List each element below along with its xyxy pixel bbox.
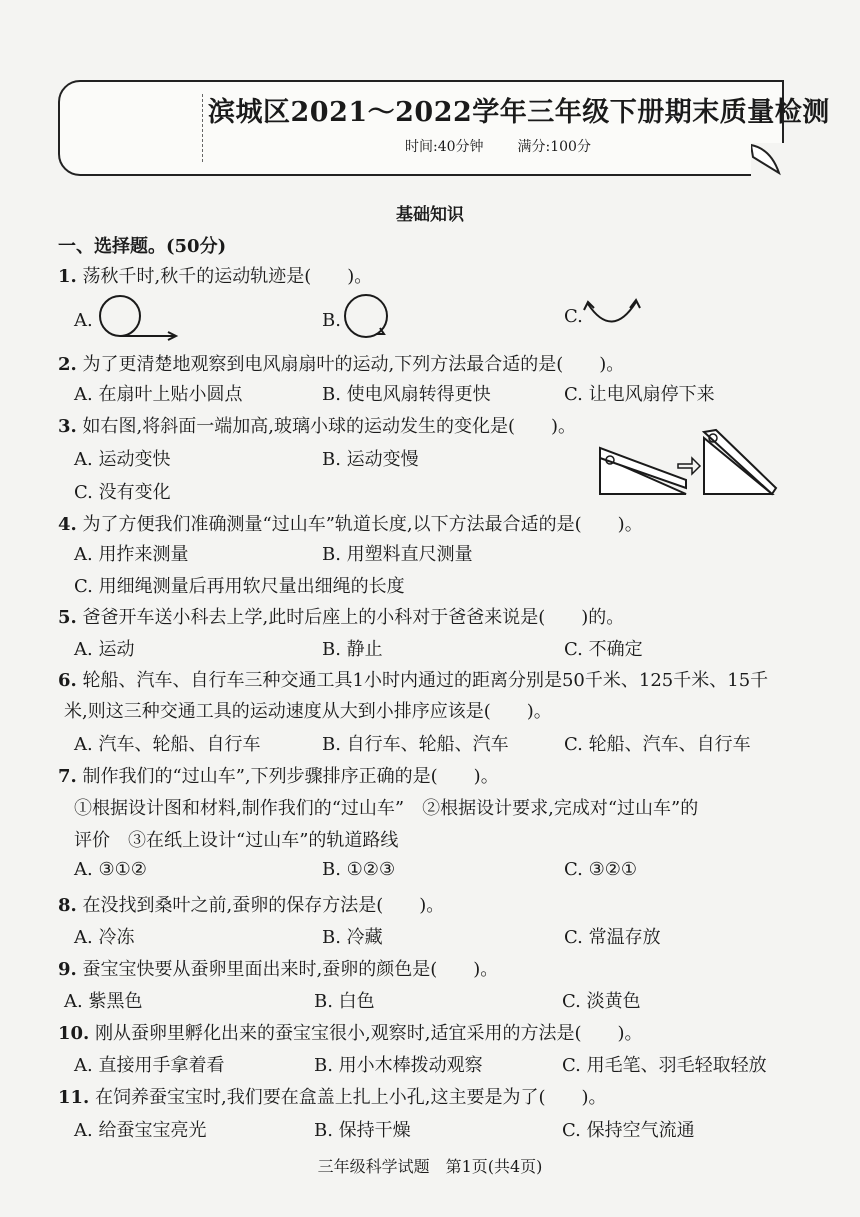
- q2-option-b: B. 使电风扇转得更快: [322, 384, 491, 405]
- q1-option-c: C.: [564, 306, 583, 327]
- q4-option-c: C. 用细绳测量后再用软尺量出细绳的长度: [74, 576, 405, 597]
- question-11: [58, 1083, 607, 1109]
- exam-meta: [208, 136, 788, 156]
- question-number: 10.: [58, 1023, 90, 1044]
- arc-c-icon: [584, 294, 644, 330]
- q7-option-a: A. ③①②: [74, 859, 147, 880]
- page-footer: 三年级科学试题 第1页(共4页): [317, 1157, 543, 1176]
- q11-option-a: A. 给蚕宝宝亮光: [74, 1120, 207, 1141]
- q3-option-b: B. 运动变慢: [322, 449, 419, 470]
- question-6-continued: 米,则这三种交通工具的运动速度从大到小排序应该是( )。: [64, 701, 552, 722]
- q2-option-a: A. 在扇叶上贴小圆点: [74, 384, 243, 405]
- q9-option-a: A. 紫黑色: [64, 991, 143, 1012]
- q5-option-a: A. 运动: [74, 639, 135, 660]
- question-number: 6.: [58, 670, 77, 691]
- q4-option-a: A. 用拃来测量: [74, 544, 189, 565]
- q4-option-b: B. 用塑料直尺测量: [322, 544, 473, 565]
- exam-time: 时间:40分钟: [405, 139, 484, 155]
- q10-option-a: A. 直接用手拿着看: [74, 1055, 225, 1076]
- question-number: 7.: [58, 766, 77, 787]
- q9-option-b: B. 白色: [314, 991, 375, 1012]
- question-10: [58, 1019, 643, 1045]
- q2-option-c: C. 让电风扇停下来: [564, 384, 715, 405]
- q6-option-a: A. 汽车、轮船、自行车: [74, 734, 261, 755]
- q1-option-b: B.: [322, 310, 341, 331]
- q6-option-b: B. 自行车、轮船、汽车: [322, 734, 509, 755]
- question-number: 5.: [58, 607, 77, 628]
- section-title: 基础知识: [396, 205, 464, 225]
- circle-arrow-a-icon: [96, 292, 182, 344]
- question-7: [58, 762, 499, 788]
- question-7-steps-continued: 评价 ③在纸上设计“过山车”的轨道路线: [74, 830, 399, 851]
- q7-option-b: B. ①②③: [322, 859, 396, 880]
- question-number: 9.: [58, 959, 77, 980]
- question-9: [58, 955, 498, 981]
- question-text: 如右图,将斜面一端加高,玻璃小球的运动发生的变化是( )。: [82, 416, 577, 437]
- question-text: 荡秋千时,秋千的运动轨迹是( )。: [82, 266, 373, 287]
- q10-option-c: C. 用毛笔、羽毛轻取轻放: [562, 1055, 767, 1076]
- page-curl-icon: [751, 143, 785, 177]
- q8-option-c: C. 常温存放: [564, 927, 661, 948]
- q7-option-c: C. ③②①: [564, 859, 637, 880]
- question-number: 8.: [58, 895, 77, 916]
- header-banner: [58, 80, 830, 176]
- question-text: 蚕宝宝快要从蚕卵里面出来时,蚕卵的颜色是( )。: [82, 959, 499, 980]
- q9-option-c: C. 淡黄色: [562, 991, 641, 1012]
- q5-option-c: C. 不确定: [564, 639, 643, 660]
- question-6: [58, 666, 768, 692]
- part-title: 一、选择题。(50分): [58, 236, 227, 257]
- question-text: 刚从蚕卵里孵化出来的蚕宝宝很小,观察时,适宜采用的方法是( )。: [95, 1023, 643, 1044]
- question-number: 2.: [58, 354, 77, 375]
- q3-option-a: A. 运动变快: [74, 449, 171, 470]
- question-number: 3.: [58, 416, 77, 437]
- question-text: 制作我们的“过山车”,下列步骤排序正确的是( )。: [82, 766, 499, 787]
- q3-option-c: C. 没有变化: [74, 482, 171, 503]
- question-7-steps: ①根据设计图和材料,制作我们的“过山车” ②根据设计要求,完成对“过山车”的: [74, 798, 699, 819]
- question-text: 在饲养蚕宝宝时,我们要在盒盖上扎上小孔,这主要是为了( )。: [95, 1087, 607, 1108]
- question-4: [58, 510, 643, 536]
- question-text: 轮船、汽车、自行车三种交通工具1小时内通过的距离分别是50千米、125千米、15千: [82, 670, 769, 691]
- q11-option-c: C. 保持空气流通: [562, 1120, 695, 1141]
- q1-option-a: A.: [74, 310, 93, 331]
- question-1: [58, 262, 372, 288]
- exam-score: 满分:100分: [517, 139, 591, 155]
- question-text: 爸爸开车送小科去上学,此时后座上的小科对于爸爸来说是( )的。: [82, 607, 625, 628]
- circle-loop-b-icon: [342, 292, 392, 342]
- question-number: 11.: [58, 1087, 90, 1108]
- question-8: [58, 891, 444, 917]
- q6-option-c: C. 轮船、汽车、自行车: [564, 734, 751, 755]
- question-3: [58, 412, 576, 438]
- question-number: 4.: [58, 514, 77, 535]
- q10-option-b: B. 用小木棒拨动观察: [314, 1055, 483, 1076]
- q8-option-b: B. 冷藏: [322, 927, 383, 948]
- question-number: 1.: [58, 266, 77, 287]
- ramp-diagram-icon: [596, 428, 782, 496]
- question-text: 在没找到桑叶之前,蚕卵的保存方法是( )。: [82, 895, 445, 916]
- q5-option-b: B. 静止: [322, 639, 383, 660]
- banner-divider: [202, 94, 203, 162]
- q11-option-b: B. 保持干燥: [314, 1120, 411, 1141]
- exam-title: 滨城区2021～2022学年三年级下册期末质量检测: [208, 97, 830, 128]
- question-text: 为了更清楚地观察到电风扇扇叶的运动,下列方法最合适的是( )。: [82, 354, 625, 375]
- question-2: [58, 350, 624, 376]
- question-text: 为了方便我们准确测量“过山车”轨道长度,以下方法最合适的是( )。: [82, 514, 643, 535]
- q8-option-a: A. 冷冻: [74, 927, 135, 948]
- question-5: [58, 603, 624, 629]
